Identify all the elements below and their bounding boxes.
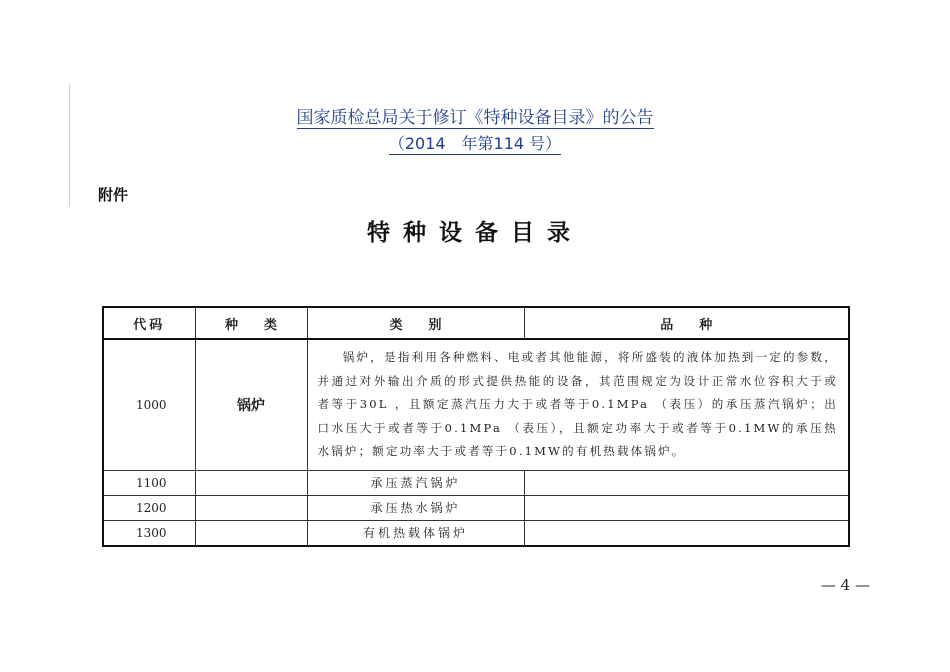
header-code: 代码 xyxy=(103,307,195,339)
cell-definition: 锅炉，是指利用各种燃料、电或者其他能源，将所盛装的液体加热到一定的参数，并通过对外输出介质的形式提供热能的设备，其范围规定为设计正常水位容积大于或者等于30L ，且额定蒸汽压力大于或者等于0.1MPa （表压）的承压蒸汽锅炉；出口水压大于或者等于0.1MPa （表压），且额定功率大于或者等于0.1MW的承压热水锅炉；额定功率大于或者等于0.1MW的有机热载体锅炉。 xyxy=(307,339,849,470)
cell-kind xyxy=(195,520,307,546)
cell-category: 有机热载体锅炉 xyxy=(307,520,524,546)
table-row-main xyxy=(103,339,849,470)
table-row xyxy=(103,520,849,546)
cell-variety xyxy=(524,470,849,495)
cell-kind xyxy=(195,470,307,495)
attachment-label: 附件 xyxy=(98,186,129,204)
table-header-row xyxy=(103,307,849,339)
notice-title: 国家质检总局关于修订《特种设备目录》的公告 xyxy=(296,108,654,128)
cell-variety xyxy=(524,495,849,520)
cell-category: 承压蒸汽锅炉 xyxy=(307,470,524,495)
document-title: 特种设备目录 xyxy=(367,219,583,246)
cell-code: 1000 xyxy=(103,339,195,470)
table-row xyxy=(103,495,849,520)
cell-kind xyxy=(195,495,307,520)
cell-code: 1200 xyxy=(103,495,195,520)
notice-title-block xyxy=(0,108,950,129)
notice-number: （2014 年第114 号） xyxy=(388,134,562,153)
header-category: 类 别 xyxy=(307,307,524,339)
header-variety: 品 种 xyxy=(524,307,849,339)
table-row xyxy=(103,470,849,495)
cell-code: 1300 xyxy=(103,520,195,546)
cell-code: 1100 xyxy=(103,470,195,495)
notice-number-block xyxy=(0,134,950,155)
header-kind: 种 类 xyxy=(195,307,307,339)
page-number: — 4 — xyxy=(820,576,870,594)
cell-category: 承压热水锅炉 xyxy=(307,495,524,520)
cell-variety xyxy=(524,520,849,546)
equipment-catalog-table xyxy=(102,306,850,547)
cell-kind: 锅炉 xyxy=(195,339,307,470)
